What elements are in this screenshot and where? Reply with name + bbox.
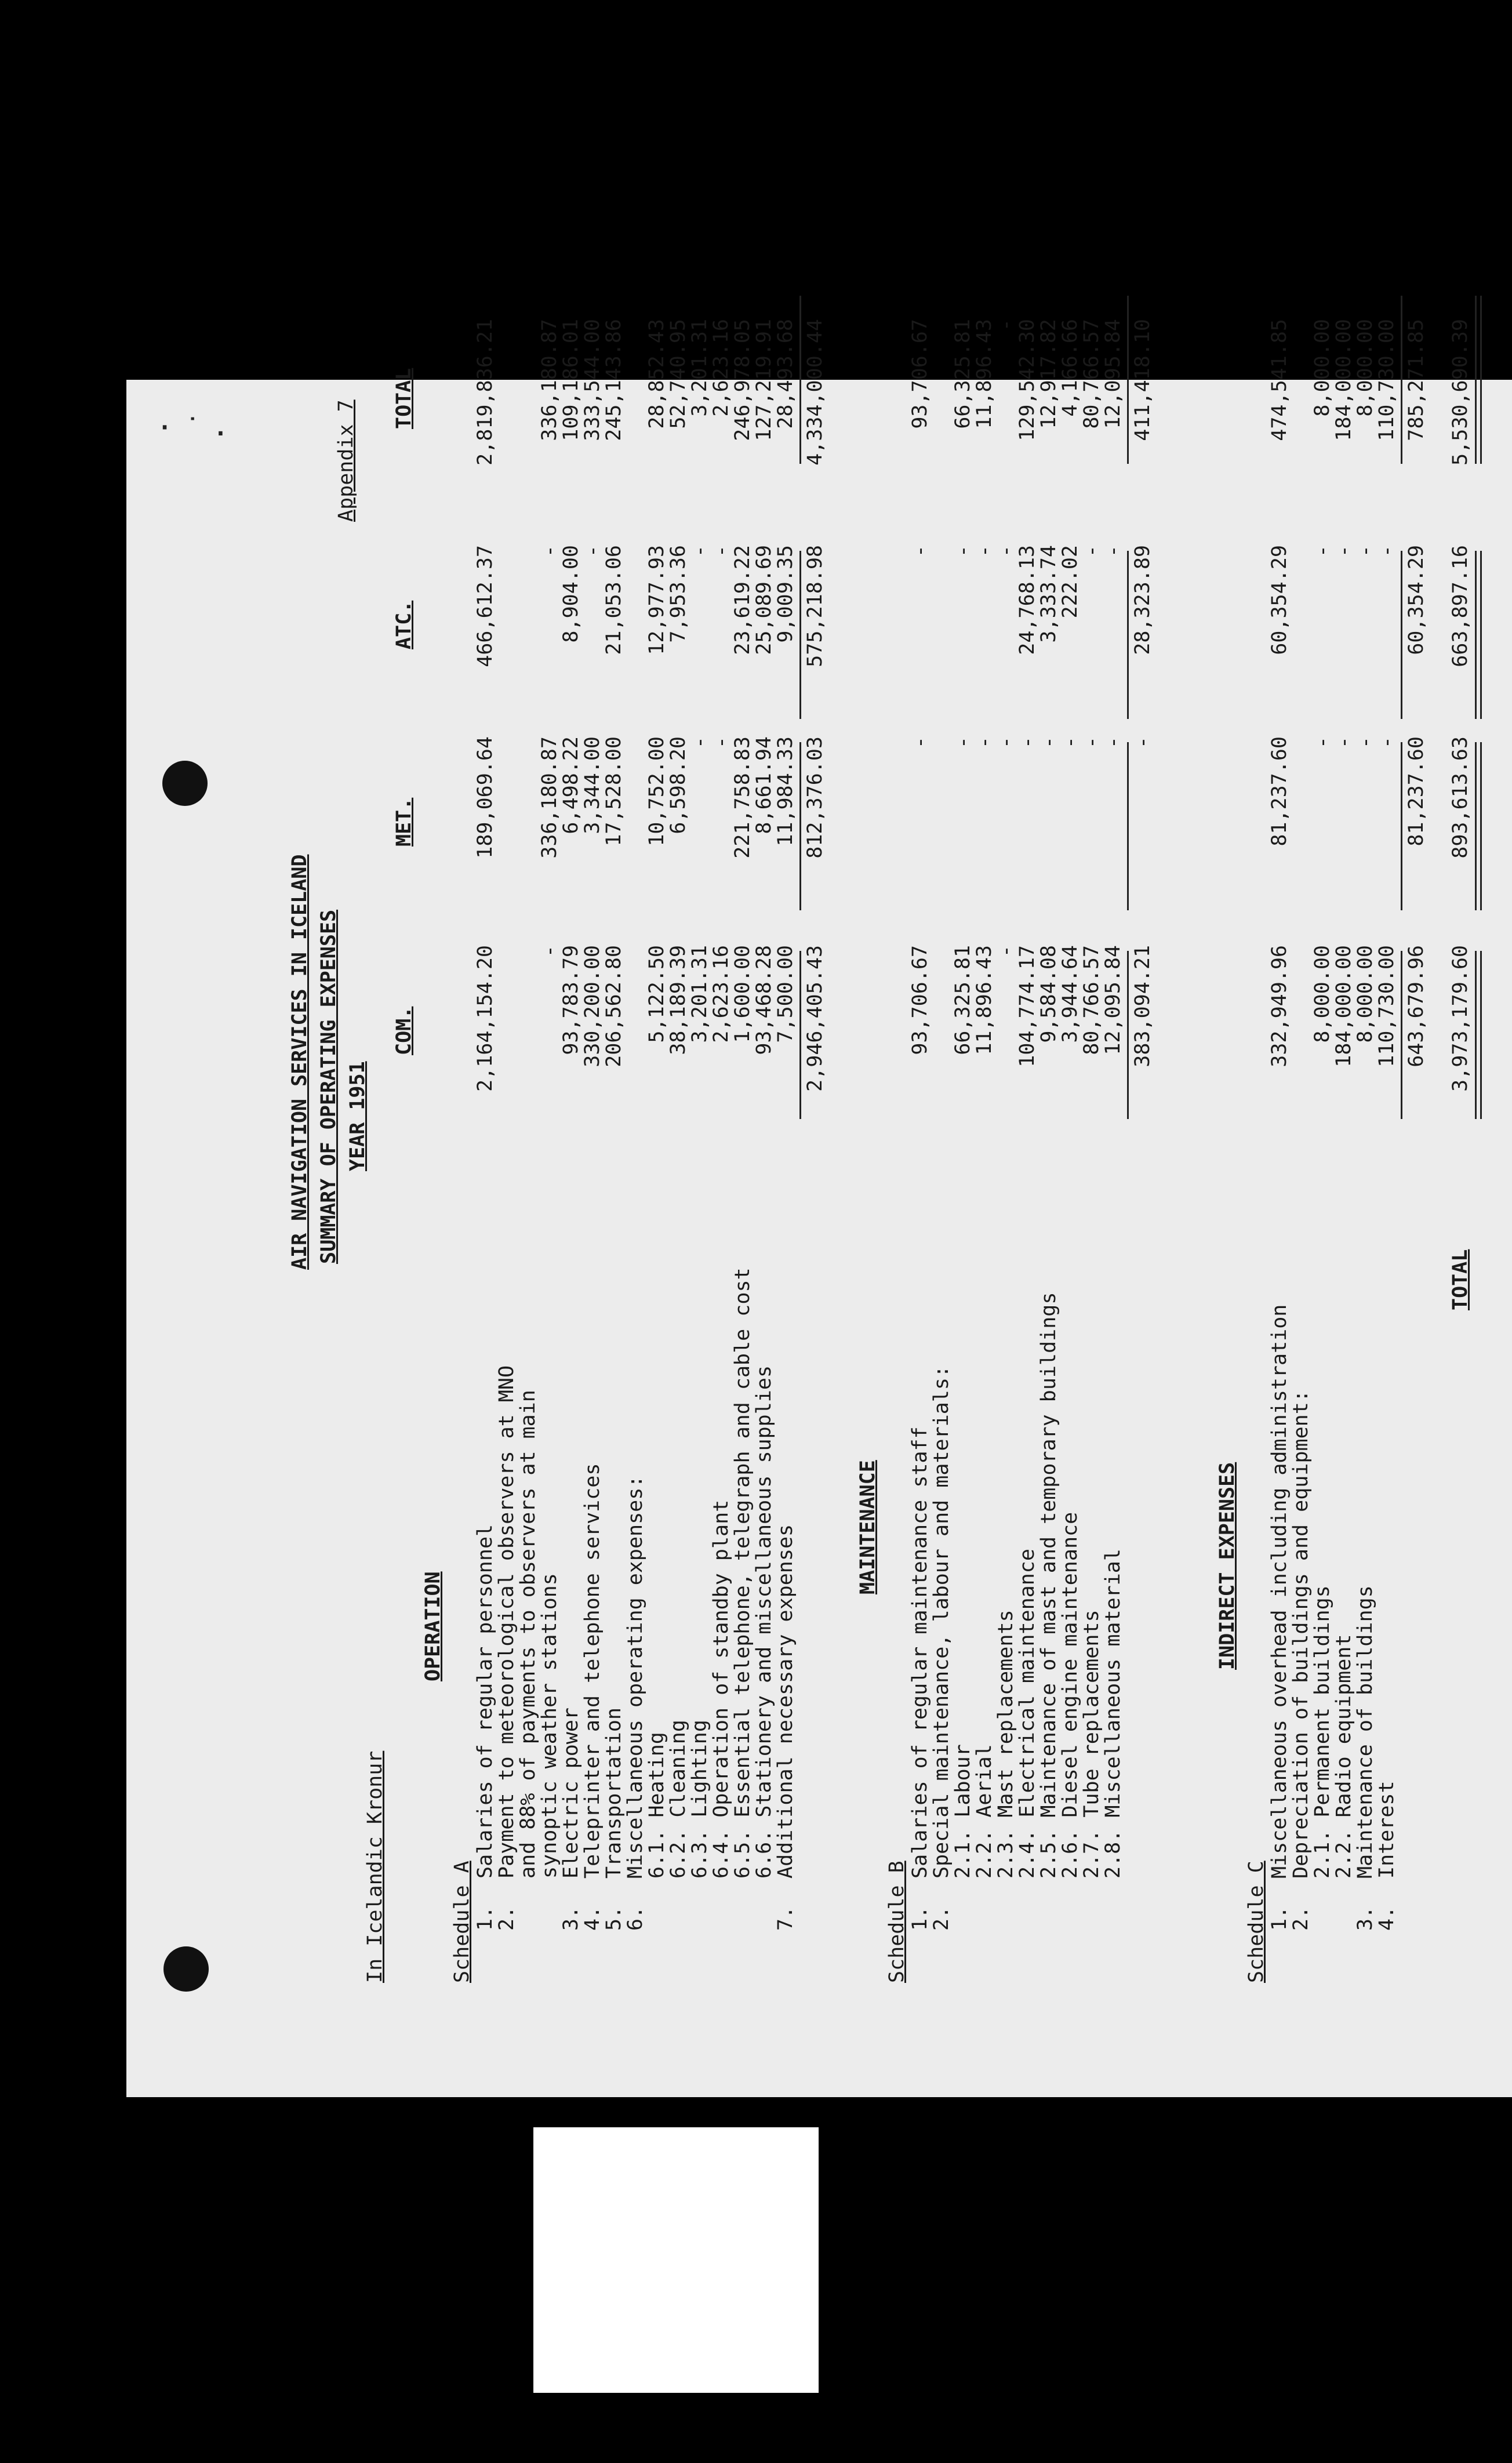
row-value-met: - xyxy=(1102,736,1125,749)
row-value-com: 206,562.80 xyxy=(602,945,626,1067)
row-value-com: 5,122.50 xyxy=(645,945,668,1043)
currency-note: In Icelandic Kronur xyxy=(364,1750,387,1983)
sum-line xyxy=(799,296,801,464)
schedule-b-row xyxy=(1039,313,1060,1995)
schedule-a-total-row xyxy=(805,313,826,1995)
row-value-met: 10,752.00 xyxy=(645,736,668,847)
row-value-total: 246,978.05 xyxy=(731,319,754,441)
grand-total-label: TOTAL xyxy=(1449,1249,1472,1310)
total-value-atc: 28,323.89 xyxy=(1131,545,1154,655)
schedule-a-row xyxy=(497,313,518,1995)
document-title: AIR NAVIGATION SERVICES IN ICELAND xyxy=(288,854,311,1270)
total-value-total: 4,334,000.44 xyxy=(804,319,827,466)
row-value-atc: 24,768.13 xyxy=(1016,545,1039,655)
row-value-met: 3,344.00 xyxy=(581,736,604,834)
row-value-com: 1,600.00 xyxy=(731,945,754,1043)
grand-total-row xyxy=(1451,313,1471,1995)
schedule-c-row xyxy=(1377,313,1398,1995)
page-specks: · ˙ . xyxy=(158,415,228,441)
row-value-com: 8,000.00 xyxy=(1354,945,1377,1043)
row-value-atc: 60,354.29 xyxy=(1268,545,1291,655)
schedule-a-row xyxy=(626,313,646,1995)
row-number: 1. xyxy=(474,1906,497,1931)
row-value-com: - xyxy=(994,945,1017,958)
row-number: 3. xyxy=(559,1906,583,1931)
row-value-met: 336,180.87 xyxy=(538,736,561,859)
row-value-com: 9,584.08 xyxy=(1037,945,1060,1043)
row-value-total: 3,201.31 xyxy=(688,319,711,417)
row-value-total: 28,493.68 xyxy=(774,319,797,429)
row-value-total: 2,819,836.21 xyxy=(474,319,497,466)
row-value-total: 336,180.87 xyxy=(538,319,561,441)
row-value-met: - xyxy=(1332,736,1355,749)
row-value-met: 6,598.20 xyxy=(667,736,690,834)
row-value-met: - xyxy=(994,736,1017,749)
row-label: 2.6. Diesel engine maintenance xyxy=(1059,1512,1082,1879)
row-value-met: - xyxy=(908,736,932,749)
schedule-a-row xyxy=(647,313,668,1995)
row-value-com: 330,200.00 xyxy=(581,945,604,1067)
row-number: 1. xyxy=(1268,1906,1291,1931)
row-value-total: 12,917.82 xyxy=(1037,319,1060,429)
row-label: and 88% of payments to observers at main xyxy=(517,1390,540,1879)
grand-total-value-total: 5,530,690.39 xyxy=(1449,319,1472,466)
row-number: 2. xyxy=(930,1906,953,1931)
row-value-com: 8,000.00 xyxy=(1311,945,1334,1043)
row-value-com: 3,201.31 xyxy=(688,945,711,1043)
sum-line xyxy=(1127,951,1129,1119)
row-value-met: - xyxy=(1059,736,1082,749)
indirect-expenses-heading: INDIRECT EXPENSES xyxy=(1216,1462,1239,1670)
rotated-page-content xyxy=(174,313,1472,1995)
row-value-total: 245,143.86 xyxy=(602,319,626,441)
row-value-atc: 21,053.06 xyxy=(602,545,626,655)
row-number: 4. xyxy=(581,1906,604,1931)
row-value-total: 11,896.43 xyxy=(973,319,996,429)
schedule-b-label: Schedule B xyxy=(885,1861,908,1983)
row-value-met: 8,661.94 xyxy=(753,736,776,834)
row-label: 6.3. Lighting xyxy=(688,1720,711,1879)
double-underline xyxy=(1475,551,1482,719)
maintenance-heading: MAINTENANCE xyxy=(856,1460,879,1594)
sum-line xyxy=(1401,296,1402,464)
schedule-a-row xyxy=(754,313,775,1995)
total-value-met: - xyxy=(1131,736,1154,749)
schedule-c-label: Schedule C xyxy=(1245,1861,1268,1983)
row-number: 2. xyxy=(1289,1906,1313,1931)
row-value-total: 2,623.16 xyxy=(710,319,733,417)
row-value-total: 66,325.81 xyxy=(951,319,975,429)
row-number: 2. xyxy=(495,1906,518,1931)
row-label: 6.5. Essential telephone, telegraph and cable cost xyxy=(731,1267,754,1879)
schedule-a-label: Schedule A xyxy=(450,1861,474,1983)
sum-line xyxy=(1401,551,1402,719)
operation-heading: OPERATION xyxy=(421,1571,445,1681)
schedule-a-row xyxy=(561,313,582,1995)
row-value-met: 189,069.64 xyxy=(474,736,497,859)
total-value-met: 812,376.03 xyxy=(804,736,827,859)
sum-line xyxy=(1401,951,1402,1119)
total-value-atc: 575,218.98 xyxy=(804,545,827,667)
schedule-c-total-row xyxy=(1406,313,1427,1995)
row-value-atc: 25,089.69 xyxy=(753,545,776,655)
grand-total-value-met: 893,613.63 xyxy=(1449,736,1472,859)
row-value-atc: 8,904.00 xyxy=(559,545,583,643)
schedule-a-row xyxy=(604,313,625,1995)
row-label: Salaries of regular maintenance staff xyxy=(908,1426,932,1879)
row-value-total: 28,852.43 xyxy=(645,319,668,429)
row-number: 6. xyxy=(624,1906,647,1931)
column-header-atc: ATC. xyxy=(392,600,416,649)
schedule-b-row xyxy=(910,313,931,1995)
row-value-com: 93,783.79 xyxy=(559,945,583,1055)
schedule-c-row xyxy=(1334,313,1355,1995)
schedule-b-row xyxy=(932,313,953,1995)
schedule-a-row xyxy=(475,313,496,1995)
row-value-total: 80,766.57 xyxy=(1080,319,1103,429)
row-value-met: 81,237.60 xyxy=(1268,736,1291,847)
row-label: Additional necessary expenses xyxy=(774,1524,797,1879)
row-number: 4. xyxy=(1375,1906,1398,1931)
row-label: Miscellaneous overhead including administration xyxy=(1268,1304,1291,1879)
double-underline xyxy=(1475,951,1482,1119)
row-value-atc: - xyxy=(973,545,996,558)
sum-line xyxy=(799,742,801,910)
row-value-com: 93,706.67 xyxy=(908,945,932,1055)
row-label: 6.2. Cleaning xyxy=(667,1720,690,1879)
row-value-atc: 3,333.74 xyxy=(1037,545,1060,643)
row-value-total: 129,542.30 xyxy=(1016,319,1039,441)
row-label: Special maintenance, labour and materials: xyxy=(930,1365,953,1879)
archive-label-card xyxy=(533,2127,819,2393)
document-subtitle: SUMMARY OF OPERATING EXPENSES xyxy=(317,909,340,1264)
row-value-total: 127,219.91 xyxy=(753,319,776,441)
row-value-com: 332,949.96 xyxy=(1268,945,1291,1067)
row-number: 5. xyxy=(602,1906,626,1931)
row-value-met: - xyxy=(1375,736,1398,749)
sum-line xyxy=(799,951,801,1119)
column-header-com: COM. xyxy=(392,1006,416,1055)
total-value-atc: 60,354.29 xyxy=(1405,545,1428,655)
row-value-met: - xyxy=(951,736,975,749)
row-value-total: 109,186.01 xyxy=(559,319,583,441)
sum-line xyxy=(1127,742,1129,910)
row-label: 6.4. Operation of standby plant xyxy=(710,1499,733,1879)
row-value-total: 110,730.00 xyxy=(1375,319,1398,441)
schedule-b-row xyxy=(1103,313,1124,1995)
row-value-met: 17,528.00 xyxy=(602,736,626,847)
row-value-atc: 12,977.93 xyxy=(645,545,668,655)
schedule-a-row xyxy=(518,313,539,1995)
row-value-com: 2,623.16 xyxy=(710,945,733,1043)
row-value-total: 474,541.85 xyxy=(1268,319,1291,441)
row-label: Maintenance of buildings xyxy=(1354,1585,1377,1879)
total-value-met: 81,237.60 xyxy=(1405,736,1428,847)
row-value-com: 38,189.39 xyxy=(667,945,690,1055)
row-value-met: - xyxy=(1311,736,1334,749)
grand-total-value-atc: 663,897.16 xyxy=(1449,545,1472,667)
row-label: 2.7. Tube replacements xyxy=(1080,1610,1103,1879)
schedule-b-row xyxy=(1082,313,1103,1995)
row-label: 2.2. Radio equipment xyxy=(1332,1634,1355,1879)
row-value-com: 93,468.28 xyxy=(753,945,776,1055)
row-value-met: - xyxy=(1354,736,1377,749)
row-value-atc: - xyxy=(581,545,604,558)
column-header-total: TOTAL xyxy=(392,368,416,429)
row-value-atc: - xyxy=(1080,545,1103,558)
schedule-b-row xyxy=(975,313,995,1995)
schedule-c-row xyxy=(1355,313,1376,1995)
document-year: YEAR 1951 xyxy=(346,1061,369,1171)
schedule-a-row xyxy=(668,313,689,1995)
row-label: Salaries of regular personnel xyxy=(474,1524,497,1879)
row-label: 2.1. Permanent buildings xyxy=(1311,1585,1334,1879)
double-underline xyxy=(1475,742,1482,910)
row-value-atc: 9,009.35 xyxy=(774,545,797,643)
row-value-total: 184,000.00 xyxy=(1332,319,1355,441)
total-value-com: 383,094.21 xyxy=(1131,945,1154,1067)
row-value-total: 4,166.66 xyxy=(1059,319,1082,417)
row-value-met: - xyxy=(688,736,711,749)
schedule-a-row xyxy=(540,313,561,1995)
row-value-atc: - xyxy=(951,545,975,558)
sum-line xyxy=(799,551,801,719)
row-value-atc: - xyxy=(688,545,711,558)
schedule-a-row xyxy=(690,313,711,1995)
row-value-com: 66,325.81 xyxy=(951,945,975,1055)
row-label: synoptic weather stations xyxy=(538,1573,561,1879)
sum-line xyxy=(1127,551,1129,719)
row-value-com: 80,766.57 xyxy=(1080,945,1103,1055)
row-label: Transportation xyxy=(602,1707,626,1879)
row-label: Miscellaneous operating expenses: xyxy=(624,1475,647,1879)
sum-line xyxy=(1401,742,1402,910)
row-value-total: 333,544.00 xyxy=(581,319,604,441)
row-value-atc: 7,953.36 xyxy=(667,545,690,643)
row-label: 6.6. Stationery and miscellaneous supplies xyxy=(753,1365,776,1879)
schedule-c-row xyxy=(1313,313,1333,1995)
row-value-total: 52,740.95 xyxy=(667,319,690,429)
row-label: Interest xyxy=(1375,1781,1398,1879)
total-value-com: 2,946,405.43 xyxy=(804,945,827,1092)
row-value-atc: - xyxy=(1311,545,1334,558)
row-label: 2.4. Electrical maintenance xyxy=(1016,1549,1039,1879)
schedule-b-total-row xyxy=(1133,313,1154,1995)
row-value-atc: 222.02 xyxy=(1059,545,1082,619)
row-number: 3. xyxy=(1354,1906,1377,1931)
total-value-com: 643,679.96 xyxy=(1405,945,1428,1067)
schedule-a-row xyxy=(776,313,797,1995)
row-label: 2.5. Maintenance of mast and temporary buildings xyxy=(1037,1292,1060,1879)
row-value-com: 110,730.00 xyxy=(1375,945,1398,1067)
total-value-total: 411,418.10 xyxy=(1131,319,1154,441)
row-value-total: 8,000.00 xyxy=(1311,319,1334,417)
row-value-com: 104,774.17 xyxy=(1016,945,1039,1067)
sum-line xyxy=(1127,296,1129,464)
row-label: 2.1. Labour xyxy=(951,1744,975,1879)
schedule-b-row xyxy=(996,313,1017,1995)
schedule-a-row xyxy=(583,313,604,1995)
row-value-total: 12,095.84 xyxy=(1102,319,1125,429)
row-label: Depreciation of buildings and equipment: xyxy=(1289,1390,1313,1879)
row-value-total: 8,000.00 xyxy=(1354,319,1377,417)
row-value-com: 12,095.84 xyxy=(1102,945,1125,1055)
row-value-com: - xyxy=(538,945,561,958)
row-value-com: 2,164,154.20 xyxy=(474,945,497,1092)
grand-total-value-com: 3,973,179.60 xyxy=(1449,945,1472,1092)
row-value-com: 3,944.64 xyxy=(1059,945,1082,1043)
column-header-met: MET. xyxy=(392,797,416,847)
row-value-met: - xyxy=(1080,736,1103,749)
total-value-total: 785,271.85 xyxy=(1405,319,1428,441)
row-value-com: 184,000.00 xyxy=(1332,945,1355,1067)
row-value-atc: - xyxy=(1375,545,1398,558)
row-value-atc: - xyxy=(1332,545,1355,558)
row-value-met: - xyxy=(1037,736,1060,749)
schedule-b-row xyxy=(1017,313,1038,1995)
row-value-met: - xyxy=(1016,736,1039,749)
row-value-met: - xyxy=(710,736,733,749)
row-value-com: 7,500.00 xyxy=(774,945,797,1043)
row-value-atc: - xyxy=(908,545,932,558)
row-value-met: 221,758.83 xyxy=(731,736,754,859)
schedule-a-row xyxy=(711,313,732,1995)
row-value-met: 6,498.22 xyxy=(559,736,583,834)
schedule-c-row xyxy=(1270,313,1291,1995)
row-label: 2.3. Mast replacements xyxy=(994,1610,1017,1879)
row-value-atc: - xyxy=(538,545,561,558)
double-underline xyxy=(1475,296,1482,464)
schedule-b-row xyxy=(953,313,974,1995)
appendix-label: Appendix 7 xyxy=(335,399,358,522)
row-number: 7. xyxy=(774,1906,797,1931)
row-value-atc: - xyxy=(994,545,1017,558)
schedule-a-row xyxy=(733,313,754,1995)
row-label: Electric power xyxy=(559,1707,583,1879)
row-value-total: - xyxy=(994,319,1017,332)
row-value-atc: - xyxy=(1102,545,1125,558)
schedule-c-row xyxy=(1291,313,1312,1995)
schedule-b-row xyxy=(1060,313,1081,1995)
row-number: 1. xyxy=(908,1906,932,1931)
row-value-com: 11,896.43 xyxy=(973,945,996,1055)
row-value-met: 11,984.33 xyxy=(774,736,797,847)
row-value-met: - xyxy=(973,736,996,749)
row-value-total: 93,706.67 xyxy=(908,319,932,429)
row-value-atc: 466,612.37 xyxy=(474,545,497,667)
row-value-atc: 23,619.22 xyxy=(731,545,754,655)
row-label: 2.8. Miscellaneous material xyxy=(1102,1549,1125,1879)
row-label: 6.1. Heating xyxy=(645,1732,668,1879)
row-value-atc: - xyxy=(710,545,733,558)
row-label: Payment to meteorological observers at MNO xyxy=(495,1365,518,1879)
row-label: Teleprinter and telephone services xyxy=(581,1463,604,1879)
row-label: 2.2. Aerial xyxy=(973,1744,996,1879)
row-value-atc: - xyxy=(1354,545,1377,558)
